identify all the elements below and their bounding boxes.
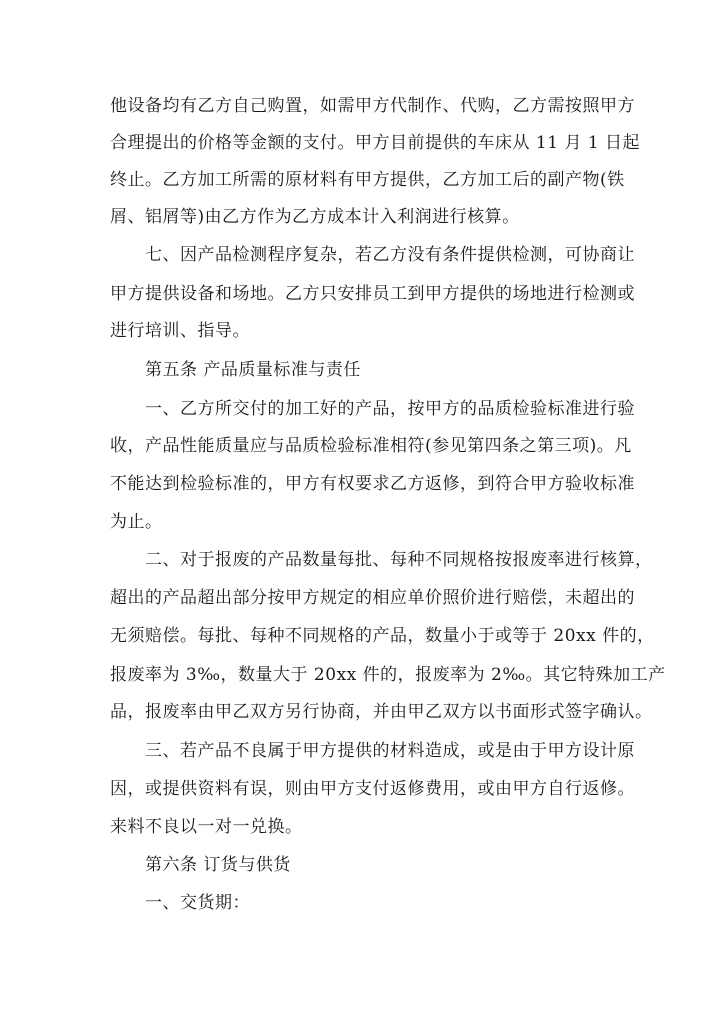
paragraph-line: 三、若产品不良属于甲方提供的材料造成，或是由于甲方设计原 — [145, 741, 635, 761]
paragraph-line: 屑、铝屑等)由乙方作为乙方成本计入利润进行核算。 — [110, 207, 520, 227]
paragraph-line: 超出的产品超出部分按甲方规定的相应单价照价进行赔偿，未超出的 — [110, 588, 635, 608]
paragraph-line: 一、交货期： — [145, 893, 250, 913]
section-heading: 第五条 产品质量标准与责任 — [145, 360, 361, 380]
section-heading: 第六条 订货与供货 — [145, 855, 291, 875]
paragraph-line: 收，产品性能质量应与品质检验标准相符(参见第四条之第三项)。凡 — [110, 436, 632, 456]
paragraph-line: 七、因产品检测程序复杂，若乙方没有条件提供检测，可协商让 — [145, 245, 635, 265]
paragraph-line: 终止。乙方加工所需的原材料有甲方提供，乙方加工后的副产物(铁 — [110, 170, 625, 190]
paragraph-line: 二、对于报废的产品数量每批、每种不同规格按报废率进行核算， — [145, 550, 653, 570]
paragraph-line: 不能达到检验标准的，甲方有权要求乙方返修，到符合甲方验收标准 — [110, 474, 635, 494]
paragraph-line: 报废率为 3‰，数量大于 20xx 件的，报废率为 2‰。其它特殊加工产 — [110, 665, 666, 685]
paragraph-line: 他设备均有乙方自己购置，如需甲方代制作、代购，乙方需按照甲方 — [110, 96, 635, 116]
paragraph-line: 来料不良以一对一兑换。 — [110, 817, 303, 837]
paragraph-line: 无须赔偿。每批、每种不同规格的产品，数量小于或等于 20xx 件的， — [110, 626, 655, 646]
paragraph-line: 为止。 — [110, 512, 163, 532]
paragraph-line: 合理提出的价格等金额的支付。甲方目前提供的车床从 11 月 1 日起 — [110, 133, 641, 153]
paragraph-line: 甲方提供设备和场地。乙方只安排员工到甲方提供的场地进行检测或 — [110, 284, 635, 304]
paragraph-line: 品，报废率由甲乙双方另行协商，并由甲乙双方以书面形式签字确认。 — [110, 702, 653, 722]
paragraph-line: 一、乙方所交付的加工好的产品，按甲方的品质检验标准进行验 — [145, 399, 635, 419]
paragraph-line: 因，或提供资料有误，则由甲方支付返修费用，或由甲方自行返修。 — [110, 779, 635, 799]
paragraph-line: 进行培训、指导。 — [110, 321, 250, 341]
